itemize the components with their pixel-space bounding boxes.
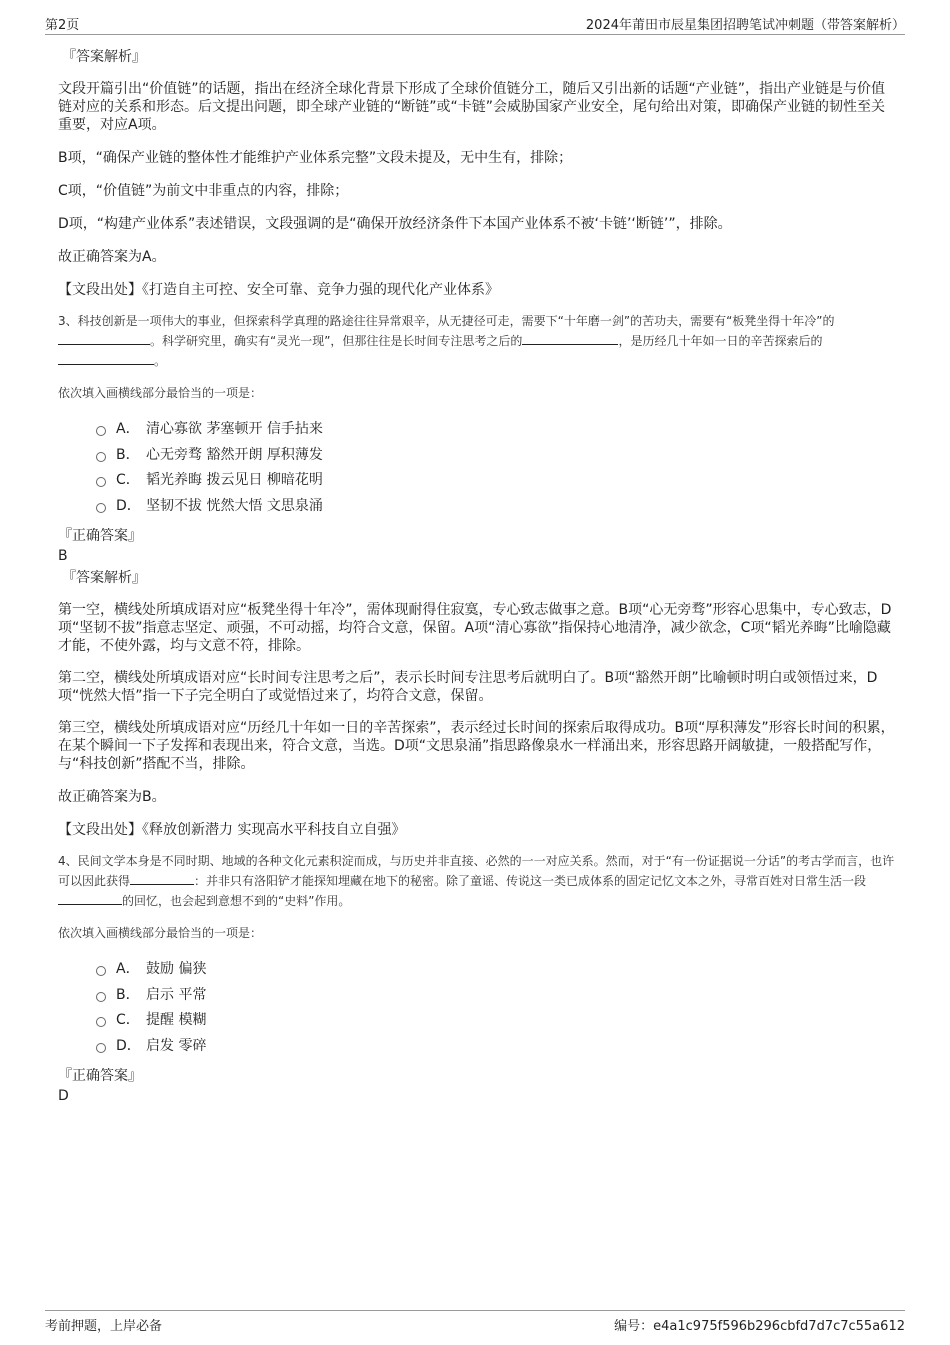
- document-code: 编号：e4a1c975f596b296cbfd7d7c7c55a612: [614, 1319, 905, 1334]
- page-number: 第2页: [45, 18, 80, 33]
- answer-heading: 『正确答案』: [58, 528, 142, 544]
- question-prompt: 依次填入画横线部分最恰当的一项是：: [58, 926, 263, 940]
- analysis-paragraph: 第二空，横线处所填成语对应“长时间专注思考之后”，表示长时间专注思考后就明白了。B项“豁然开朗”比喻顿时明白或领悟过来，D项“恍然大悟”指一下子完全明白了或觉悟过来了，均符合文意，保留。: [58, 670, 878, 704]
- question-prompt: 依次填入画横线部分最恰当的一项是：: [58, 386, 263, 400]
- answer-heading: 『正确答案』: [58, 1068, 142, 1084]
- analysis-paragraph: 第三空，横线处所填成语对应“历经几十年如一日的辛苦探索”，表示经过长时间的探索后取得成功。B项“厚积薄发”形容长时间的积累，在某个瞬间一下子发挥和表现出来，符合文意，当选。D项“文思泉涌”指思路像泉水一样涌出来，形容思路开阔敏捷，一般搭配写作，与“科技创新”搭配不当，排除。: [58, 720, 895, 772]
- conclusion: 故正确答案为B。: [58, 789, 166, 805]
- option-a[interactable]: A． 鼓励 偏狭: [96, 957, 898, 983]
- options-list: [58, 957, 898, 1059]
- option-b[interactable]: B． 启示 平常: [96, 983, 898, 1009]
- option-b[interactable]: B． 心无旁骛 豁然开朗 厚积薄发: [96, 443, 898, 469]
- radio-icon[interactable]: [96, 1017, 106, 1027]
- page-footer: [45, 1310, 905, 1333]
- radio-icon[interactable]: [96, 426, 106, 436]
- option-d[interactable]: D． 启发 零碎: [96, 1034, 898, 1060]
- radio-icon[interactable]: [96, 452, 106, 462]
- source-citation: 【文段出处】《释放创新潜力 实现高水平科技自立自强》: [58, 822, 406, 838]
- footer-slogan: 考前押题，上岸必备: [45, 1319, 163, 1334]
- radio-icon[interactable]: [96, 1043, 106, 1053]
- source-citation: 【文段出处】《打造自主可控、安全可靠、竞争力强的现代化产业体系》: [58, 282, 499, 298]
- question-4-stem: 4、民间文学本身是不同时期、地域的各种文化元素积淀而成，与历史并非直接、必然的一一对应关系。然而，对于“有一份证据说一分话”的考古学而言，也许可以因此获得 ：并非只有洛阳铲才能探知埋藏在地下的秘密。除了童谣、传说这一类已成体系的固定记忆文本之外，寻常百姓对日常生活一段的回忆，也会起到意想不到的“史料”作用。: [58, 854, 895, 908]
- radio-icon[interactable]: [96, 992, 106, 1002]
- radio-icon[interactable]: [96, 966, 106, 976]
- fill-blank: [130, 872, 194, 885]
- analysis-paragraph: D项，“构建产业体系”表述错误，文段强调的是“确保开放经济条件下本国产业体系不被‘卡链’‘断链’”，排除。: [58, 216, 732, 232]
- options-list: [58, 417, 898, 519]
- fill-blank: [58, 352, 154, 365]
- option-c[interactable]: C． 提醒 模糊: [96, 1008, 898, 1034]
- fill-blank: [58, 332, 150, 345]
- analysis-paragraph: 文段开篇引出“价值链”的话题，指出在经济全球化背景下形成了全球价值链分工，随后又引出新的话题“产业链”，指出产业链是与价值链对应的关系和形态。后文提出问题，即全球产业链的“断链”或“卡链”会威胁国家产业安全，尾句给出对策，即确保产业链的韧性至关重要，对应A项。: [58, 81, 886, 133]
- correct-answer: B: [58, 548, 68, 564]
- document-title: 2024年莆田市辰星集团招聘笔试冲刺题（带答案解析）: [585, 18, 905, 33]
- radio-icon[interactable]: [96, 477, 106, 487]
- analysis-heading: 『答案解析』: [62, 49, 146, 65]
- analysis-paragraph: C项，“价值链”为前文中非重点的内容，排除；: [58, 183, 349, 199]
- analysis-paragraph: B项，“确保产业链的整体性才能维护产业体系完整”文段未提及，无中生有，排除；: [58, 150, 573, 166]
- option-a[interactable]: A． 清心寡欲 茅塞顿开 信手拈来: [96, 417, 898, 443]
- radio-icon[interactable]: [96, 503, 106, 513]
- conclusion: 故正确答案为A。: [58, 249, 166, 265]
- analysis-heading: 『答案解析』: [62, 570, 146, 586]
- option-d[interactable]: D． 坚韧不拔 恍然大悟 文思泉涌: [96, 494, 898, 520]
- option-c[interactable]: C． 韬光养晦 拨云见日 柳暗花明: [96, 468, 898, 494]
- question-3-stem: 3、科技创新是一项伟大的事业，但探索科学真理的路途往往异常艰辛，从无捷径可走，需要下“十年磨一剑”的苦功夫，需要有“板凳坐得十年冷”的。科学研究里，确实有“灵光一现”，但那往往是长时间专注思考之后的 ，是历经几十年如一日的辛苦探索后的。: [58, 314, 835, 368]
- page-header: [45, 14, 905, 35]
- fill-blank: [58, 892, 122, 905]
- analysis-paragraph: 第一空，横线处所填成语对应“板凳坐得十年冷”，需体现耐得住寂寞，专心致志做事之意。B项“心无旁骛”形容心思集中，专心致志，D项“坚韧不拔”指意志坚定、顽强，不可动摇，均符合文意，保留。A项“清心寡欲”指保持心地清净，减少欲念，C项“韬光养晦”比喻隐藏才能，不使外露，均与文意不符，排除。: [58, 602, 892, 654]
- page-content: [58, 46, 898, 1107]
- fill-blank: [522, 332, 618, 345]
- correct-answer: D: [58, 1088, 69, 1104]
